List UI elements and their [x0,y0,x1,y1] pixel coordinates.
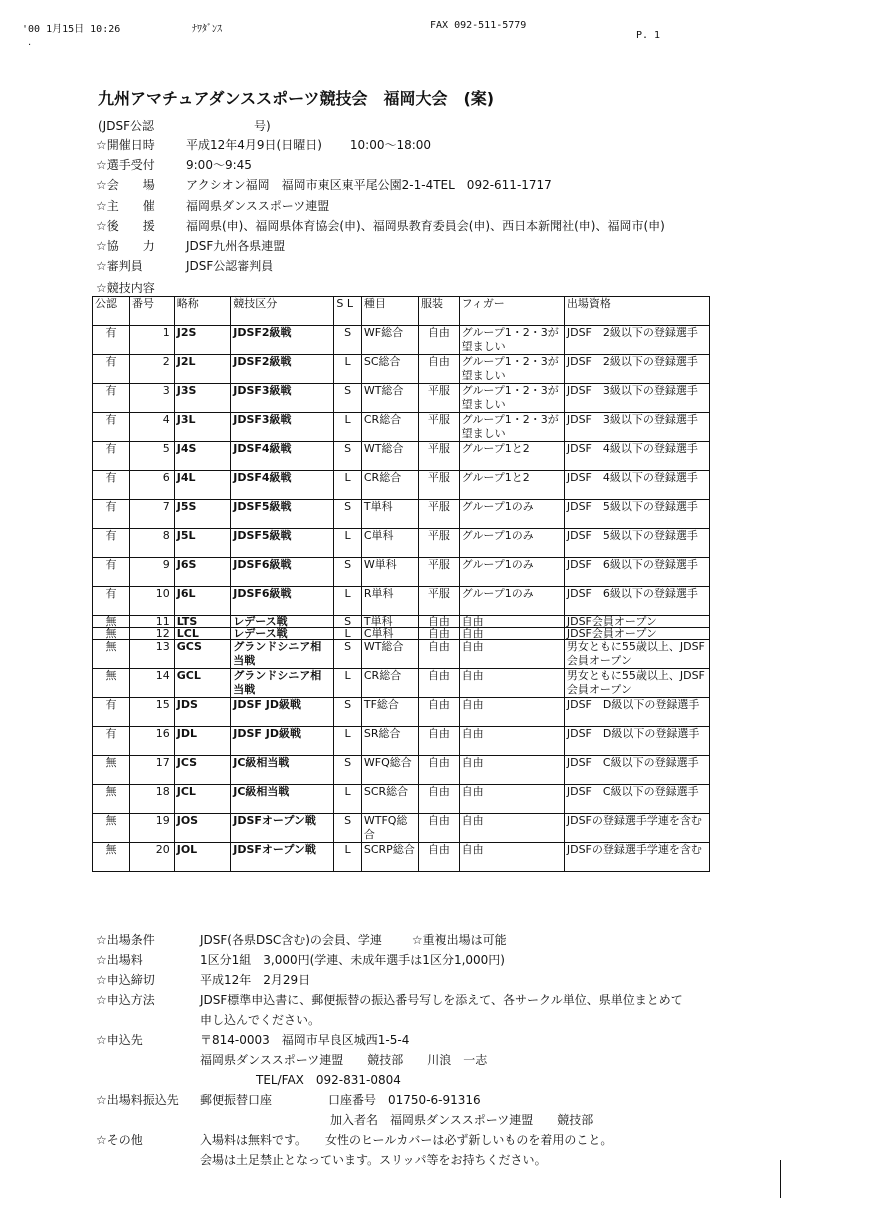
table-cell: J2S [174,326,231,355]
table-cell: JOL [174,843,231,872]
table-cell: JDSFオープン戦 [231,814,334,843]
method-label: ☆申込方法 [96,993,155,1007]
info-label: ☆主 催 [96,198,155,213]
table-cell: W単科 [361,558,418,587]
table-cell: 自由 [459,756,564,785]
table-cell: SCRP総合 [361,843,418,872]
table-cell: 有 [93,471,130,500]
table-cell: JDSF C級以下の登録選手 [564,756,709,785]
table-row [93,529,710,558]
table-row [93,616,710,628]
table-cell: JDSFオープン戦 [231,843,334,872]
table-cell: SC総合 [361,355,418,384]
table-cell: 無 [93,814,130,843]
table-cell: SCR総合 [361,785,418,814]
table-cell: JDSF 2級以下の登録選手 [564,355,709,384]
table-cell: 11 [130,616,175,628]
table-cell: 男女ともに55歳以上、JDSF会員オープン [564,669,709,698]
table-cell: 自由 [459,814,564,843]
info-row [96,235,665,255]
table-cell: 平服 [419,384,460,413]
table-cell: JDSF 5級以下の登録選手 [564,529,709,558]
column-header: 番号 [130,297,175,326]
table-cell: 2 [130,355,175,384]
table-cell: JC級相当戦 [231,756,334,785]
table-cell: L [334,413,362,442]
table-cell: L [334,587,362,616]
table-cell: 12 [130,628,175,640]
scan-line [780,1160,781,1198]
table-cell: グループ1・2・3が望ましい [459,326,564,355]
info-label: ☆選手受付 [96,157,155,172]
fax-sender: ﾅﾜﾀﾞﾝｽ [192,24,222,35]
table-cell: L [334,727,362,756]
table-cell: JDSF JD級戦 [231,727,334,756]
column-header: 略称 [174,297,231,326]
other-label: ☆その他 [96,1133,143,1147]
table-cell: L [334,785,362,814]
table-cell: グループ1と2 [459,471,564,500]
table-cell: 無 [93,669,130,698]
info-row [96,134,665,154]
table-cell: L [334,355,362,384]
address-label: ☆申込先 [96,1033,143,1047]
table-cell: グループ1・2・3が望ましい [459,384,564,413]
table-cell: JCS [174,756,231,785]
table-cell: S [334,756,362,785]
address-value-3: TEL/FAX 092-831-0804 [256,1073,401,1087]
table-row [93,471,710,500]
table-cell: グループ1のみ [459,500,564,529]
table-cell: 自由 [419,756,460,785]
table-cell: JDSF JD級戦 [231,698,334,727]
table-cell: 10 [130,587,175,616]
table-cell: 無 [93,756,130,785]
table-cell: JC級相当戦 [231,785,334,814]
table-cell: 平服 [419,587,460,616]
table-cell: 平服 [419,558,460,587]
table-cell: J5S [174,500,231,529]
other-value-1: 入場料は無料です。 女性のヒールカバーは必ず新しいものを着用のこと。 [200,1133,613,1147]
table-cell: L [334,669,362,698]
table-cell: TF総合 [361,698,418,727]
table-row [93,587,710,616]
table-cell: L [334,529,362,558]
table-cell: L [334,628,362,640]
table-cell: グループ1・2・3が望ましい [459,413,564,442]
table-cell: JDSF D級以下の登録選手 [564,727,709,756]
scan-mark: · [28,40,32,51]
table-cell: JDSF5級戦 [231,529,334,558]
transfer-value-3: 加入者名 福岡県ダンススポーツ連盟 競技部 [330,1113,594,1127]
page-title: 九州アマチュアダンススポーツ競技会 福岡大会 (案) [98,89,495,108]
table-cell: CR総合 [361,471,418,500]
table-cell: 15 [130,698,175,727]
table-row [93,756,710,785]
table-cell: グランドシニア相当戦 [231,669,334,698]
column-header: 種目 [361,297,418,326]
table-cell: JDSF6級戦 [231,558,334,587]
info-label: ☆審判員 [96,259,143,274]
table-cell: JCL [174,785,231,814]
table-cell: 平服 [419,413,460,442]
table-cell: J4L [174,471,231,500]
column-header: 服装 [419,297,460,326]
table-cell: 19 [130,814,175,843]
table-cell: 有 [93,355,130,384]
conditions-label: ☆出場条件 [96,933,155,947]
table-cell: T単科 [361,616,418,628]
table-cell: L [334,843,362,872]
table-cell: JDSF会員オープン [564,616,709,628]
table-cell: JDSF2級戦 [231,326,334,355]
table-cell: 有 [93,384,130,413]
table-cell: JDSF4級戦 [231,471,334,500]
table-cell: 5 [130,442,175,471]
table-cell: 17 [130,756,175,785]
table-cell: C単科 [361,529,418,558]
table-cell: J3L [174,413,231,442]
info-row [96,195,665,215]
table-cell: 有 [93,558,130,587]
table-cell: 4 [130,413,175,442]
table-cell: JDSF6級戦 [231,587,334,616]
table-cell: S [334,616,362,628]
column-header: 競技区分 [231,297,334,326]
table-cell: JDSF5級戦 [231,500,334,529]
table-cell: JDSF3級戦 [231,413,334,442]
table-cell: 自由 [419,628,460,640]
address-value-1: 〒814-0003 福岡市早良区城西1-5-4 [200,1033,410,1047]
table-cell: 自由 [419,355,460,384]
fax-number: FAX 092-511-5779 [430,20,527,31]
table-cell: JDSFの登録選手学連を含む [564,843,709,872]
table-cell: 自由 [419,843,460,872]
table-row [93,814,710,843]
table-cell: グループ1・2・3が望ましい [459,355,564,384]
fee-label: ☆出場料 [96,953,143,967]
table-cell: GCL [174,669,231,698]
info-value: 福岡県(申)、福岡県体育協会(申)、福岡県教育委員会(申)、西日本新聞社(申)、福岡市(申) [186,218,665,233]
table-cell: 8 [130,529,175,558]
table-cell: L [334,471,362,500]
table-cell: レデース戦 [231,616,334,628]
table-cell: 自由 [459,785,564,814]
event-info [96,134,665,276]
jdsf-approval [98,117,271,134]
table-cell: 無 [93,843,130,872]
table-cell: S [334,384,362,413]
table-cell: JDSF 2級以下の登録選手 [564,326,709,355]
fax-date: '00 1月15日 10:26 [22,24,121,35]
table-cell: JDSF 3級以下の登録選手 [564,384,709,413]
transfer-value-1: 郵便振替口座 [200,1093,273,1107]
table-cell: LCL [174,628,231,640]
table-cell: 自由 [419,698,460,727]
table-cell: 有 [93,326,130,355]
jdsf-approval-prefix: (JDSF公認 [98,119,154,133]
table-cell: 無 [93,640,130,669]
table-cell: グループ1のみ [459,587,564,616]
table-cell: CR総合 [361,669,418,698]
info-row [96,175,665,195]
table-cell: 20 [130,843,175,872]
table-cell: 有 [93,413,130,442]
table-cell: 男女ともに55歳以上、JDSF会員オープン [564,640,709,669]
table-cell: 1 [130,326,175,355]
method-value-1: JDSF標準申込書に、郵便振替の振込番号写しを添えて、各サークル単位、県単位まとめて [200,993,683,1007]
table-cell: 有 [93,698,130,727]
column-header: フィガー [459,297,564,326]
table-row [93,785,710,814]
table-cell: 無 [93,628,130,640]
table-row [93,698,710,727]
table-cell: 自由 [459,727,564,756]
table-cell: JDSF C級以下の登録選手 [564,785,709,814]
column-header: S L [334,297,362,326]
transfer-value-2: 口座番号 01750-6-91316 [328,1093,481,1107]
table-cell: 平服 [419,500,460,529]
table-cell: JDSF 6級以下の登録選手 [564,558,709,587]
other-value-2: 会場は土足禁止となっています。スリッパ等をお持ちください。 [200,1153,547,1167]
method-value-2: 申し込んでください。 [200,1013,321,1027]
table-cell: R単科 [361,587,418,616]
table-cell: WFQ総合 [361,756,418,785]
info-value: 9:00〜9:45 [186,157,252,172]
table-cell: 7 [130,500,175,529]
table-cell: JDSF2級戦 [231,355,334,384]
table-row [93,442,710,471]
table-row [93,384,710,413]
table-row [93,843,710,872]
table-row [93,669,710,698]
table-cell: 自由 [459,628,564,640]
table-cell: J5L [174,529,231,558]
table-cell: 有 [93,500,130,529]
table-cell: J4S [174,442,231,471]
info-row [96,215,665,235]
table-cell: 16 [130,727,175,756]
table-cell: 無 [93,785,130,814]
table-row [93,640,710,669]
table-cell: 平服 [419,442,460,471]
info-value: アクシオン福岡 福岡市東区東平尾公園2-1-4TEL 092-611-1717 [186,178,552,193]
table-cell: JDSF 3級以下の登録選手 [564,413,709,442]
table-cell: 有 [93,587,130,616]
table-cell: 自由 [459,843,564,872]
info-value: JDSF九州各県連盟 [186,239,286,254]
table-cell: J6L [174,587,231,616]
table-cell: C単科 [361,628,418,640]
table-cell: 平服 [419,471,460,500]
table-cell: SR総合 [361,727,418,756]
table-cell: S [334,558,362,587]
table-cell: 18 [130,785,175,814]
table-cell: 6 [130,471,175,500]
deadline-label: ☆申込締切 [96,973,155,987]
info-row [96,256,665,276]
table-cell: WT総合 [361,384,418,413]
address-value-2: 福岡県ダンススポーツ連盟 競技部 川浪 一志 [200,1053,488,1067]
table-cell: 自由 [419,616,460,628]
table-cell: グループ1のみ [459,529,564,558]
table-cell: 14 [130,669,175,698]
table-cell: レデース戦 [231,628,334,640]
jdsf-approval-suffix: 号) [253,119,271,133]
fax-page: P. 1 [636,30,661,41]
table-cell: JDSF D級以下の登録選手 [564,698,709,727]
table-cell: JOS [174,814,231,843]
table-cell: 9 [130,558,175,587]
transfer-label: ☆出場料振込先 [96,1093,179,1107]
conditions-value: JDSF(各県DSC含む)の会員、学連 [200,933,382,947]
info-label: ☆協 力 [96,239,155,254]
column-header: 公認 [93,297,130,326]
table-cell: WT総合 [361,640,418,669]
table-row [93,628,710,640]
info-value: JDSF公認審判員 [186,259,274,274]
table-cell: 自由 [419,814,460,843]
table-cell: 自由 [459,698,564,727]
table-cell: JDSF 4級以下の登録選手 [564,442,709,471]
table-cell: 有 [93,529,130,558]
table-cell: JDSF 4級以下の登録選手 [564,471,709,500]
table-row [93,326,710,355]
table-cell: WTFQ総合 [361,814,418,843]
info-row [96,154,665,174]
table-cell: CR総合 [361,413,418,442]
table-cell: JDSF4級戦 [231,442,334,471]
table-cell: 自由 [459,616,564,628]
table-cell: S [334,698,362,727]
table-cell: LTS [174,616,231,628]
events-table [92,296,710,872]
table-cell: 平服 [419,529,460,558]
table-cell: 自由 [419,669,460,698]
table-cell: S [334,500,362,529]
table-cell: J6S [174,558,231,587]
table-cell: 3 [130,384,175,413]
table-cell: S [334,442,362,471]
table-cell: T単科 [361,500,418,529]
table-cell: JDSF 6級以下の登録選手 [564,587,709,616]
table-cell: J3S [174,384,231,413]
info-label: ☆後 援 [96,218,155,233]
table-cell: JDSF会員オープン [564,628,709,640]
fee-value: 1区分1組 3,000円(学連、未成年選手は1区分1,000円) [200,953,505,967]
table-row [93,413,710,442]
info-value: 福岡県ダンススポーツ連盟 [186,198,330,213]
table-cell: 有 [93,442,130,471]
table-cell: 自由 [419,640,460,669]
table-header-row [93,297,710,326]
table-row [93,355,710,384]
table-cell: WF総合 [361,326,418,355]
info-label: ☆会 場 [96,178,155,193]
table-cell: グランドシニア相当戦 [231,640,334,669]
table-cell: GCS [174,640,231,669]
table-cell: JDSF3級戦 [231,384,334,413]
table-cell: 自由 [419,727,460,756]
table-row [93,500,710,529]
info-value: 平成12年4月9日(日曜日) [186,137,322,152]
table-cell: S [334,640,362,669]
table-cell: JDL [174,727,231,756]
table-cell: JDSFの登録選手学連を含む [564,814,709,843]
table-cell: JDSF 5級以下の登録選手 [564,500,709,529]
info-label: ☆開催日時 [96,137,155,152]
info-extra: 10:00〜18:00 [349,137,432,152]
table-cell: JDS [174,698,231,727]
contents-label: ☆競技内容 [96,281,155,295]
table-cell: J2L [174,355,231,384]
table-cell: 13 [130,640,175,669]
table-cell: WT総合 [361,442,418,471]
conditions-extra: ☆重複出場は可能 [411,933,507,947]
table-cell: 有 [93,727,130,756]
deadline-value: 平成12年 2月29日 [200,973,311,987]
table-row [93,727,710,756]
table-cell: 自由 [459,640,564,669]
column-header: 出場資格 [564,297,709,326]
table-row [93,558,710,587]
table-cell: S [334,814,362,843]
table-cell: グループ1のみ [459,558,564,587]
entry-info [96,932,683,1172]
table-cell: 自由 [419,326,460,355]
table-cell: 無 [93,616,130,628]
table-cell: 自由 [419,785,460,814]
table-cell: 自由 [459,669,564,698]
table-cell: S [334,326,362,355]
table-cell: グループ1と2 [459,442,564,471]
